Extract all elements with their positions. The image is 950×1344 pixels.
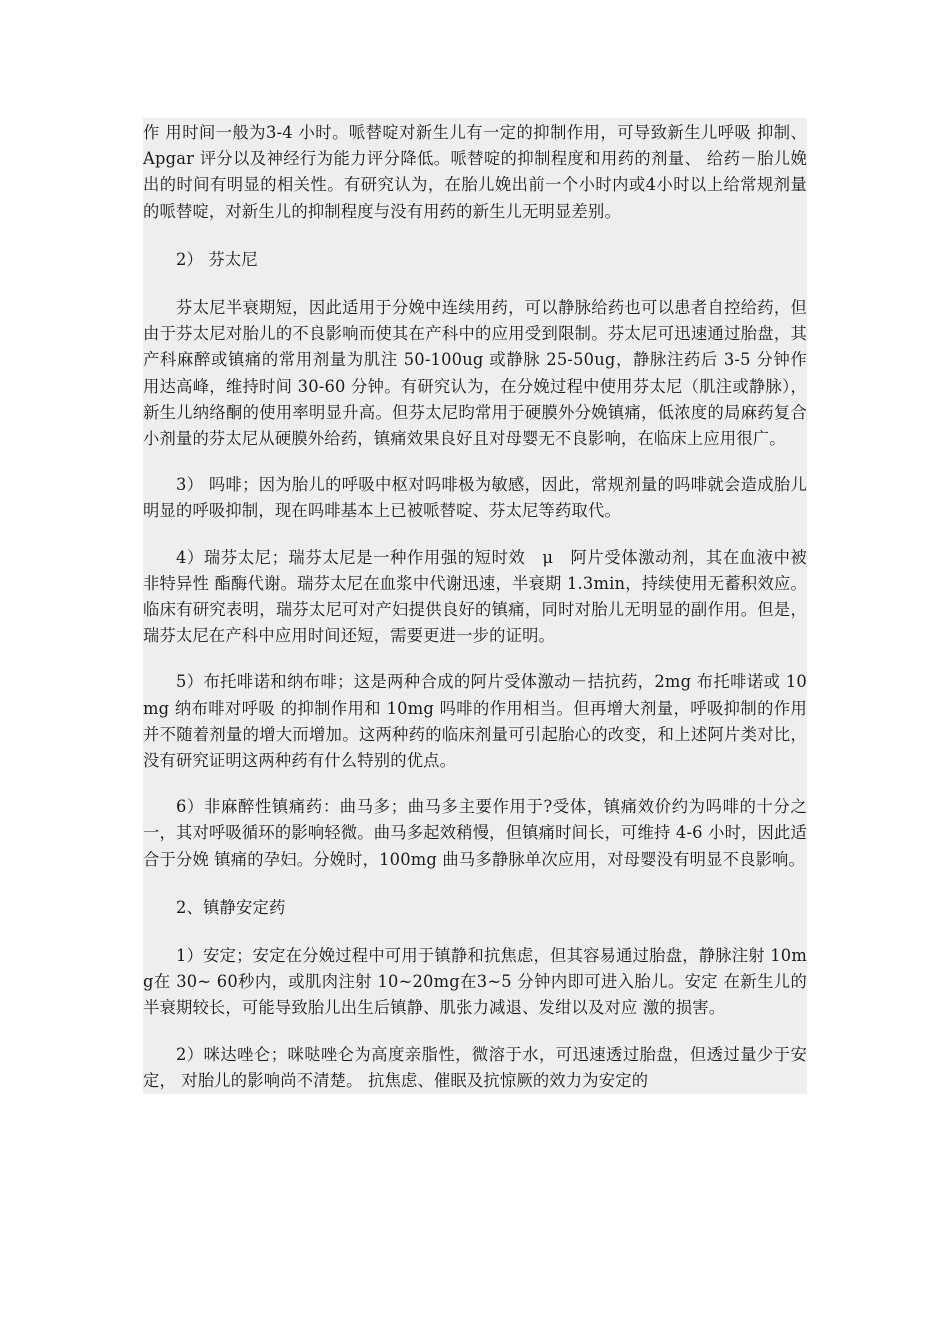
- paragraph-gap: [143, 525, 807, 543]
- paragraph-diazepam: 1）安定；安定在分娩过程中可用于镇静和抗焦虑，但其容易通过胎盘，静脉注射 10mg在 30~ 60秒内，或肌肉注射 10~20mg在3~5 分钟内即可进入胎儿。安定 在新生儿的半衰期较长，可能导致胎儿出生后镇静、肌张力减退、发绀以及对应 激的损害。: [143, 941, 807, 1022]
- paragraph-tramadol: 6）非麻醉性镇痛药：曲马多；曲马多主要作用于?受体，镇痛效价约为吗啡的十分之一，其对呼吸循环的影响轻微。曲马多起效稍慢，但镇痛时间长，可维持 4-6 小时，因此适合于分娩 镇痛的孕妇。分娩时，100mg 曲马多静脉单次应用，对母婴没有明显不良影响。: [143, 792, 807, 873]
- heading-sedatives: 2、镇静安定药: [143, 891, 807, 923]
- paragraph-gap: [143, 649, 807, 667]
- paragraph-butorphanol-nalbuphine: 5）布托啡诺和纳布啡；这是两种合成的阿片受体激动－拮抗药，2mg 布托啡诺或 10mg 纳布啡对呼吸 的抑制作用和 10mg 吗啡的作用相当。但再增大剂量，呼吸抑制的作用并不随着剂量的增大而增加。这两种药的临床剂量可引起胎心的改变，和上述阿片类对比，没有研究证明这两种药有什么特别的优点。: [143, 667, 807, 774]
- paragraph-gap: [143, 452, 807, 470]
- paragraph-gap: [143, 774, 807, 792]
- paragraph-morphine: 3） 吗啡；因为胎儿的呼吸中枢对吗啡极为敏感，因此，常规剂量的吗啡就会造成胎儿明显的呼吸抑制，现在吗啡基本上已被哌替啶、芬太尼等药取代。: [143, 470, 807, 524]
- paragraph-gap: [143, 225, 807, 243]
- paragraph-midazolam: 2）咪达唑仑；咪哒唑仑为高度亲脂性，微溶于水，可迅速透过胎盘，但透过量少于安定， 对胎儿的影响尚不清楚。 抗焦虑、催眠及抗惊厥的效力为安定的: [143, 1040, 807, 1094]
- paragraph-fentanyl: 芬太尼半衰期短，因此适用于分娩中连续用药，可以静脉给药也可以患者自控给药，但由于芬太尼对胎儿的不良影响而使其在产科中的应用受到限制。芬太尼可迅速通过胎盘，其产科麻醉或镇痛的常用剂量为肌注 50-100ug 或静脉 25-50ug，静脉注药后 3-5 分钟作用达高峰，维持时间 30-60 分钟。有研究认为，在分娩过程中使用芬太尼（肌注或静脉），新生儿纳络酮的使用率明显升高。但芬太尼昀常用于硬膜外分娩镇痛，低浓度的局麻药复合小剂量的芬太尼从硬膜外给药，镇痛效果良好且对母婴无不良影响，在临床上应用很广。: [143, 293, 807, 452]
- paragraph-gap: [143, 1022, 807, 1040]
- paragraph-gap: [143, 275, 807, 293]
- paragraph-pethidine-continued: 作 用时间一般为3-4 小时。哌替啶对新生儿有一定的抑制作用，可导致新生儿呼吸 抑制、Apgar 评分以及神经行为能力评分降低。哌替啶的抑制程度和用药的剂量、 给药－胎儿娩出的时间有明显的相关性。有研究认为，在胎儿娩出前一个小时内或4小时以上给常规剂量的哌替啶，对新生儿的抑制程度与没有用药的新生儿无明显差别。: [143, 118, 807, 225]
- paragraph-gap: [143, 923, 807, 941]
- paragraph-gap: [143, 873, 807, 891]
- document-page: [143, 118, 807, 1200]
- heading-fentanyl: 2） 芬太尼: [143, 243, 807, 275]
- paragraph-remifentanil: 4）瑞芬太尼；瑞芬太尼是一种作用强的短时效 μ 阿片受体激动剂，其在血液中被非特异性 酯酶代谢。瑞芬太尼在血浆中代谢迅速，半衰期 1.3min，持续使用无蓄积效应。 临床有研究表明，瑞芬太尼可对产妇提供良好的镇痛，同时对胎儿无明显的副作用。但是，瑞芬太尼在产科中应用时间还短，需要更进一步的证明。: [143, 543, 807, 650]
